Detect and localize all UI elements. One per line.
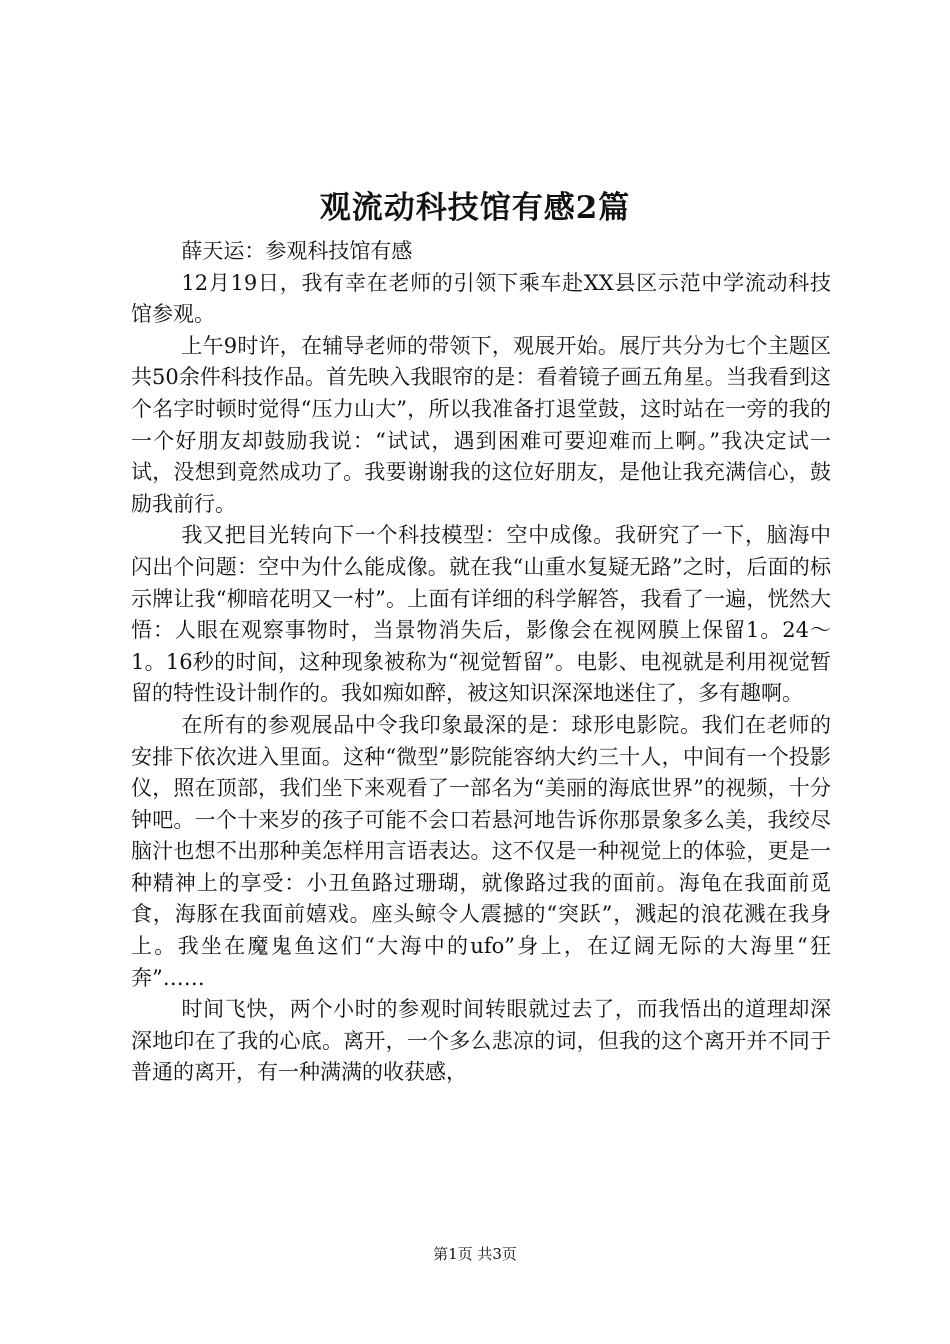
paragraph: 12月19日，我有幸在老师的引领下乘车赴XX县区示范中学流动科技馆参观。 [131,270,831,327]
paragraph: 上午9时许，在辅导老师的带领下，观展开始。展厅共分为七个主题区共50余件科技作品。首先映入我眼帘的是：看着镜子画五角星。当我看到这个名字时顿时觉得“压力山大”，所以我准备打退堂鼓，这时站在一旁的我的一个好朋友却鼓励我说：“试试，遇到困难可要迎难而上啊。”我决定试一试，没想到竟然成功了。我要谢谢我的这位好朋友，是他让我充满信心，鼓励我前行。 [131,333,831,516]
paragraph: 在所有的参观展品中令我印象最深的是：球形电影院。我们在老师的安排下依次进入里面。这种“微型”影院能容纳大约三十人，中间有一个投影仪，照在顶部，我们坐下来观看了一部名为“美丽的海底世界”的视频，十分钟吧。一个十来岁的孩子可能不会口若悬河地告诉你那景象多么美，我绞尽脑汁也想不出那种美怎样用言语表达。这不仅是一种视觉上的体验，更是一种精神上的享受：小丑鱼路过珊瑚，就像路过我的面前。海龟在我面前觅食，海豚在我面前嬉戏。座头鲸令人震撼的“突跃”，溅起的浪花溅在我身上。我坐在魔鬼鱼这们“大海中的ufo”身上，在辽阔无际的大海里“狂奔”…… [131,712,831,990]
document-title: 观流动科技馆有感2篇 [319,190,631,226]
document-body [131,236,831,1089]
page-number-footer: 第1页 共3页 [433,1245,517,1263]
paragraph: 我又把目光转向下一个科技模型：空中成像。我研究了一下，脑海中闪出个问题：空中为什么能成像。就在我“山重水复疑无路”之时，后面的标示牌让我“柳暗花明又一村”。上面有详细的科学解答，我看了一遍，恍然大悟：人眼在观察事物时，当景物消失后，影像会在视网膜上保留1。24～1。16秒的时间，这种现象被称为“视觉暂留”。电影、电视就是利用视觉暂留的特性设计制作的。我如痴如醉，被这知识深深地迷住了，多有趣啊。 [131,523,831,706]
paragraph: 时间飞快，两个小时的参观时间转眼就过去了，而我悟出的道理却深深地印在了我的心底。离开，一个多么悲凉的词，但我的这个离开并不同于普通的离开，有一种满满的收获感， [131,997,831,1085]
paragraph-author-heading: 薛天运：参观科技馆有感 [181,239,413,263]
